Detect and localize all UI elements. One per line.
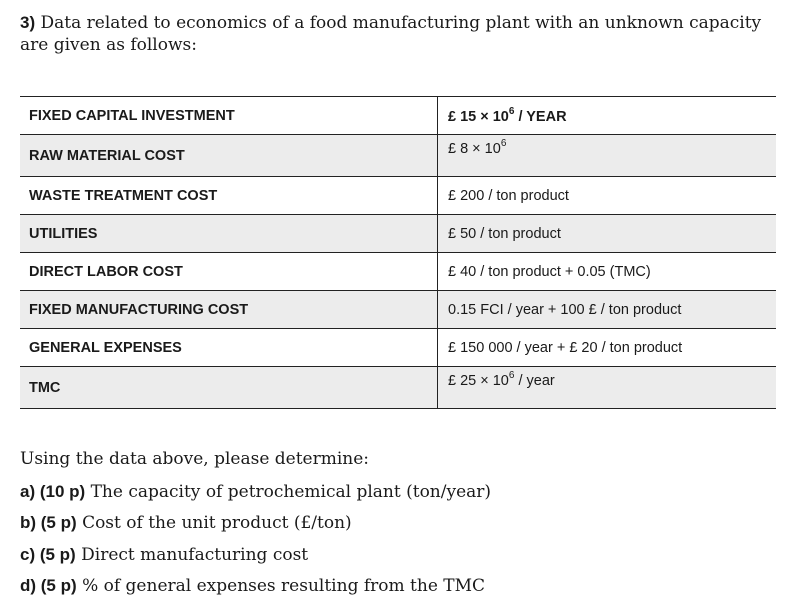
row-value: £ 40 / ton product + 0.05 (TMC) (438, 253, 777, 291)
table-row (20, 253, 776, 291)
table-row (20, 329, 776, 367)
row-label: FIXED CAPITAL INVESTMENT (20, 97, 438, 135)
question-tag: a) (10 p) (20, 481, 86, 501)
question-item (20, 570, 491, 602)
row-value: 0.15 FCI / year + 100 £ / ton product (438, 291, 777, 329)
row-value (438, 135, 777, 177)
row-value: £ 200 / ton product (438, 177, 777, 215)
value-exponent: 6 (500, 138, 507, 149)
value-exponent: 6 (508, 105, 515, 117)
value-unit: / YEAR (514, 108, 567, 125)
value-base: £ 8 × 10 (448, 140, 501, 157)
row-label: FIXED MANUFACTURING COST (20, 291, 438, 329)
row-label: GENERAL EXPENSES (20, 329, 438, 367)
question-item (20, 476, 491, 508)
question-lead: Using the data above, please determine: (20, 449, 370, 469)
value-unit: / year (514, 372, 555, 389)
value-base: £ 15 × 10 (448, 108, 509, 125)
value-base: £ 25 × 10 (448, 372, 509, 389)
table-row (20, 367, 776, 409)
question-text: The capacity of petrochemical plant (ton/year) (90, 481, 492, 502)
row-value: £ 150 000 / year + £ 20 / ton product (438, 329, 777, 367)
cost-data-table (20, 96, 776, 409)
row-label: UTILITIES (20, 215, 438, 253)
table-row (20, 291, 776, 329)
row-label: TMC (20, 367, 438, 409)
question-text: Cost of the unit product (£/ton) (82, 513, 352, 533)
table-row (20, 177, 776, 215)
question-text: Direct manufacturing cost (81, 544, 309, 565)
table-row (20, 135, 776, 177)
question-text: % of general expenses resulting from the TMC (82, 576, 486, 596)
value-exponent: 6 (508, 370, 515, 381)
question-list (20, 444, 491, 602)
question-item (20, 507, 491, 539)
question-intro (20, 12, 785, 56)
table-row (20, 97, 776, 135)
row-value (438, 367, 777, 409)
question-tag: c) (5 p) (20, 544, 76, 564)
row-value (438, 97, 777, 135)
intro-text: Data related to economics of a food manufacturing plant with an unknown capacity are given as follows: (20, 13, 762, 55)
question-item (20, 539, 491, 571)
row-label: RAW MATERIAL COST (20, 135, 438, 177)
question-number: 3) (20, 13, 36, 32)
row-label: DIRECT LABOR COST (20, 253, 438, 291)
row-label: WASTE TREATMENT COST (20, 177, 438, 215)
table-row (20, 215, 776, 253)
question-tag: d) (5 p) (20, 576, 77, 595)
question-tag: b) (5 p) (20, 513, 77, 532)
row-value: £ 50 / ton product (438, 215, 777, 253)
